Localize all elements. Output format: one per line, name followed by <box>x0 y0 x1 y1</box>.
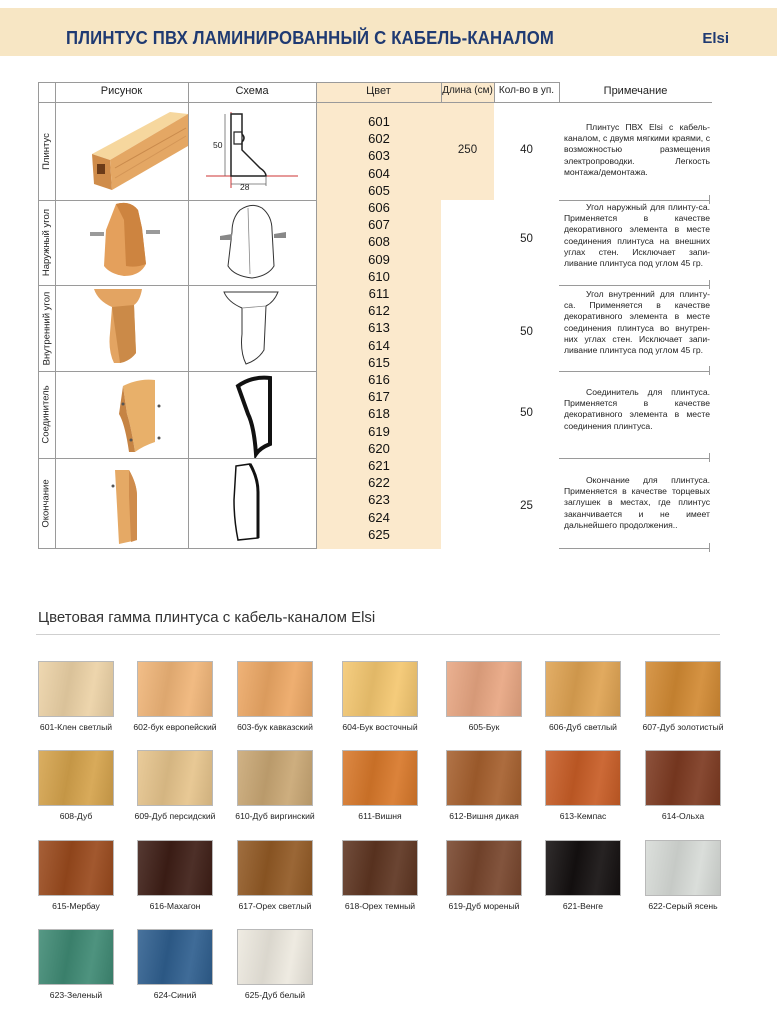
row-label-outer-corner: Наружный угол <box>41 208 52 277</box>
color-swatch <box>137 929 213 985</box>
color-swatch-label: 609-Дуб персидский <box>134 811 216 821</box>
color-swatch <box>342 840 418 896</box>
header-picture: Рисунок <box>100 85 143 97</box>
color-swatch <box>237 750 313 806</box>
skirting-picture <box>90 106 190 192</box>
color-code: 606 <box>368 200 390 216</box>
quantity-value-inner-corner: 50 <box>520 326 533 338</box>
color-code: 612 <box>368 303 390 319</box>
color-swatch <box>237 661 313 717</box>
header-banner <box>0 8 777 56</box>
color-code: 616 <box>368 372 390 388</box>
palette-title: Цветовая гамма плинтуса с кабель-каналом Elsi <box>38 609 376 626</box>
header-scheme: Схема <box>235 85 269 97</box>
color-code: 601 <box>368 114 390 129</box>
color-swatch <box>446 661 522 717</box>
color-swatch-label: 623-Зеленый <box>49 990 103 1000</box>
color-swatch-label: 614-Ольха <box>661 811 705 821</box>
color-swatch <box>237 840 313 896</box>
row-label-end-cap: Окончание <box>41 478 53 528</box>
color-code: 602 <box>368 131 390 147</box>
color-code: 610 <box>368 268 390 284</box>
color-code: 624 <box>368 509 390 525</box>
color-swatch-label: 607-Дуб золотистый <box>642 722 724 732</box>
row-label-connector: Соединитель <box>41 385 53 444</box>
connector-scheme <box>230 374 290 458</box>
color-code: 622 <box>368 475 390 491</box>
header-note: Примечание <box>603 85 668 97</box>
color-swatch-label: 602-бук европейский <box>133 722 217 732</box>
length-column-band <box>441 82 494 200</box>
outer-corner-scheme <box>218 202 298 282</box>
color-swatch-label: 603-бук кавказский <box>237 722 313 732</box>
connector-picture <box>103 376 163 456</box>
quantity-value-connector: 50 <box>520 407 533 419</box>
color-swatch-label: 618-Орех темный <box>344 901 416 911</box>
quantity-value-skirting: 40 <box>520 144 533 156</box>
color-swatch-label: 622-Серый ясень <box>648 901 718 911</box>
color-swatch <box>446 840 522 896</box>
color-code: 625 <box>368 526 390 542</box>
quantity-value-outer-corner: 50 <box>520 233 533 245</box>
scheme-height-label: 50 <box>213 140 223 150</box>
color-swatch <box>137 840 213 896</box>
color-code: 619 <box>368 423 390 439</box>
color-code: 617 <box>368 389 390 405</box>
color-swatch-label: 616-Махагон <box>149 901 201 911</box>
color-code: 611 <box>368 286 390 302</box>
color-code: 609 <box>368 251 390 267</box>
color-swatch-label: 621-Венге <box>562 901 604 911</box>
color-swatch <box>645 750 721 806</box>
outer-corner-picture <box>90 200 170 280</box>
color-swatch <box>137 750 213 806</box>
header-color: Цвет <box>366 85 391 97</box>
note-outer-corner: Угол наружный для плинту-са. Применяется в качестве декоративного элемента в месте соединения плинтуса на внешних углах стен. Исключает запи-ливание плинтуса под углом 45 гр. <box>564 202 710 269</box>
color-code: 620 <box>368 440 390 456</box>
color-swatch <box>38 750 114 806</box>
color-swatch-label: 625-Дуб белый <box>244 990 306 1000</box>
color-swatch-label: 619-Дуб мореный <box>448 901 520 911</box>
inner-corner-scheme <box>218 288 298 368</box>
note-connector: Соединитель для плинтуса. Применяется в качестве декоративного элемента в месте соединения плинтуса. <box>564 387 710 431</box>
color-code: 618 <box>368 406 390 422</box>
length-value: 250 <box>457 144 478 156</box>
color-swatch-label: 608-Дуб <box>59 811 93 821</box>
color-swatch <box>545 661 621 717</box>
color-swatch <box>137 661 213 717</box>
color-swatch <box>38 840 114 896</box>
color-code-list <box>318 113 440 543</box>
color-code: 604 <box>368 165 390 181</box>
end-cap-picture <box>103 466 153 546</box>
color-code: 614 <box>368 337 390 353</box>
color-swatch <box>237 929 313 985</box>
color-swatch <box>342 661 418 717</box>
color-swatch-label: 613-Кемпас <box>559 811 607 821</box>
quantity-value-end-cap: 25 <box>520 500 533 512</box>
color-swatch <box>342 750 418 806</box>
color-swatch-label: 624-Синий <box>153 990 197 1000</box>
color-code: 613 <box>368 320 390 336</box>
palette-divider <box>36 634 720 635</box>
header-quantity: Кол-во в уп. <box>498 85 555 96</box>
color-code: 607 <box>368 217 390 233</box>
scheme-width-label: 28 <box>240 182 250 192</box>
row-label-skirting: Плинтус <box>41 132 52 170</box>
page-title: ПЛИНТУС ПВХ ЛАМИНИРОВАННЫЙ С КАБЕЛЬ-КАНАЛОМ <box>66 28 555 48</box>
color-swatch <box>446 750 522 806</box>
color-swatch <box>545 840 621 896</box>
color-swatch-label: 601-Клен светлый <box>39 722 113 732</box>
color-swatch-label: 606-Дуб светлый <box>549 722 617 732</box>
note-end-cap: Окончание для плинтуса. Применяется в качестве торцевых заглушек в местах, где плинтус заканчивается и не имеет дальнейшего продолжения.. <box>564 475 710 530</box>
product-table <box>38 82 712 549</box>
inner-corner-picture <box>90 287 170 367</box>
color-code: 603 <box>368 148 390 164</box>
color-swatch-label: 611-Вишня <box>358 811 402 821</box>
color-code: 615 <box>368 354 390 370</box>
skirting-scheme <box>200 108 310 198</box>
note-inner-corner: Угол внутренний для плинту-са. Применяется в качестве декоративного элемента в месте соединения плинтуса во внутрен-них углах стен. Исключает запи-ливание плинтуса под углом 45 гр. <box>564 289 710 356</box>
note-skirting: Плинтус ПВХ Elsi с кабель-каналом, с двумя мягкими краями, с возможностью размещения электропроводки. Легкость монтажа/демонтажа. <box>564 122 710 177</box>
row-label-inner-corner: Внутренний угол <box>41 291 52 365</box>
color-code: 621 <box>368 458 390 474</box>
color-swatch-label: 612-Вишня дикая <box>449 811 519 821</box>
color-code: 605 <box>368 182 390 198</box>
color-code: 623 <box>368 492 390 508</box>
color-swatch-label: 604-Бук восточный <box>342 722 418 732</box>
color-swatch <box>38 929 114 985</box>
header-length: Длина (см) <box>442 85 493 96</box>
end-cap-scheme <box>226 460 286 544</box>
brand-name: Elsi <box>702 30 729 47</box>
color-swatch <box>545 750 621 806</box>
color-swatch-label: 615-Мербау <box>52 901 100 911</box>
color-swatch <box>645 840 721 896</box>
color-swatch-label: 610-Дуб виргинский <box>235 811 315 821</box>
color-swatch <box>38 661 114 717</box>
color-swatch-label: 617-Орех светлый <box>238 901 312 911</box>
color-code: 608 <box>368 234 390 250</box>
color-swatch-label: 605-Бук <box>468 722 500 732</box>
color-swatch <box>645 661 721 717</box>
